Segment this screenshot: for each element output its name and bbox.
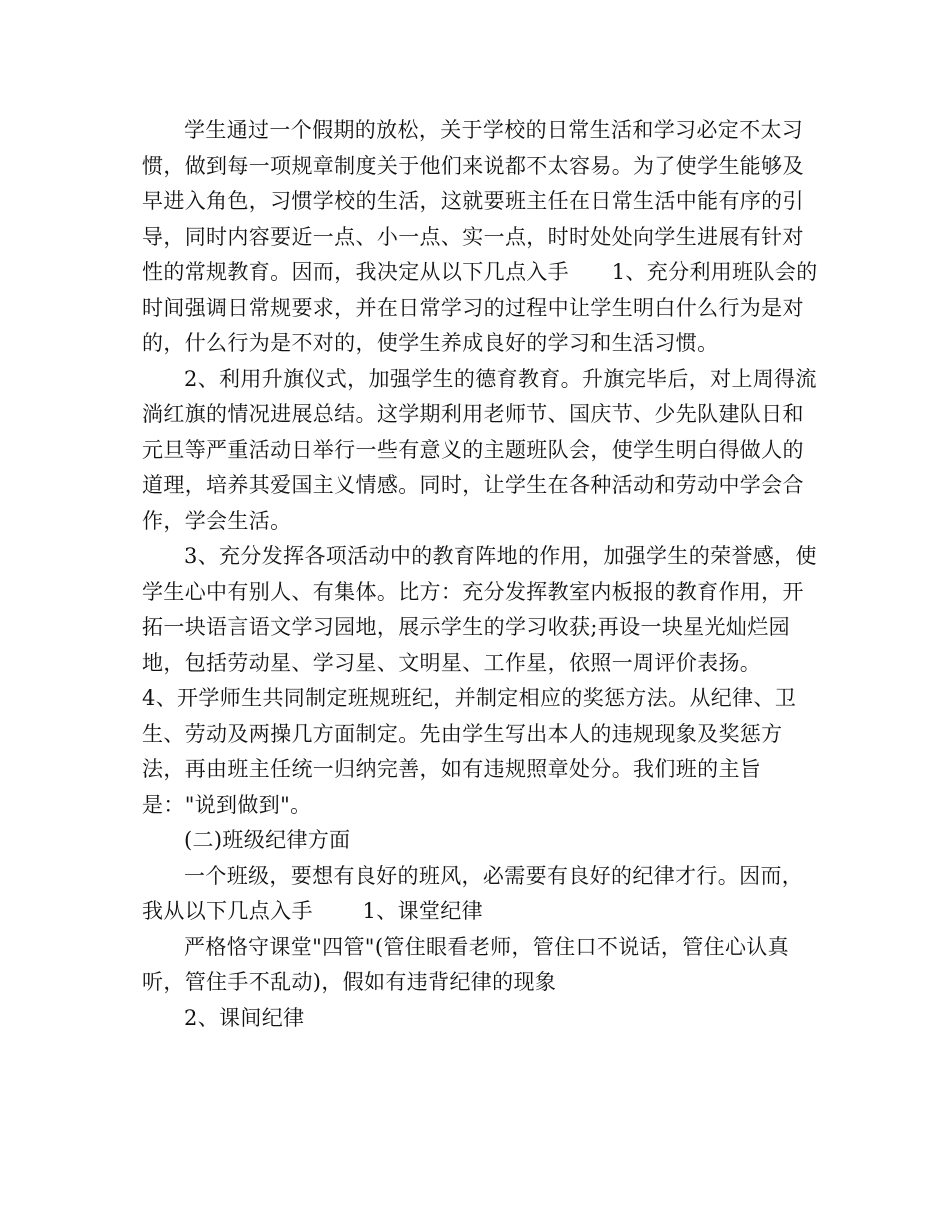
paragraph-classroom-discipline: 严格恪守课堂"四管"(管住眼看老师，管住口不说话，管住心认真听，管住手不乱动)，假如有违背纪律的现象 [142,934,790,994]
document-body [142,113,822,1036]
section-heading-discipline: (二)班级纪律方面 [184,828,351,852]
paragraph-activities: 3、充分发挥各项活动中的教育阵地的作用，加强学生的荣誉感，使学生心中有别人、有集体。比方：充分发挥教室内板报的教育作用，开拓一块语言语文学习园地，展示学生的学习收获;再设一块星光灿烂园地，包括劳动星、学习星、文明星、工作星，依照一周评价表扬。 [142,544,817,675]
paragraph-class-rules: 4、开学师生共同制定班规班纪，并制定相应的奖惩方法。从纪律、卫生、劳动及两操几方面制定。先由学生写出本人的违规现象及奖惩方法，再由班主任统一归纳完善，如有违规照章处分。我们班的主旨是："说到做到"。 [142,686,797,817]
paragraph-discipline-intro: 一个班级，要想有良好的班风，必需要有良好的纪律才行。因而，我从以下几点入手 1、课堂纪律 [142,863,804,923]
paragraph-flag-ceremony: 2、利用升旗仪式，加强学生的德育教育。升旗完毕后，对上周得流淌红旗的情况进展总结。这学期利用老师节、国庆节、少先队建队日和元旦等严重活动日举行一些有意义的主题班队会，使学生明白得做人的道理，培养其爱国主义情感。同时，让学生在各种活动和劳动中学会合作，学会生活。 [142,366,817,533]
paragraph-intro: 学生通过一个假期的放松，关于学校的日常生活和学习必定不太习惯，做到每一项规章制度关于他们来说都不太容易。为了使学生能够及早进入角色，习惯学校的生活，这就要班主任在日常生活中能有序的引导，同时内容要近一点、小一点、实一点，时时处处向学生进展有针对性的常规教育。因而，我决定从以下几点入手 1、充分利用班队会的时间强调日常规要求，并在日常学习的过程中让学生明白什么行为是对的，什么行为是不对的，使学生养成良好的学习和生活习惯。 [142,118,818,355]
paragraph-break-discipline: 2、课间纪律 [184,1005,305,1030]
